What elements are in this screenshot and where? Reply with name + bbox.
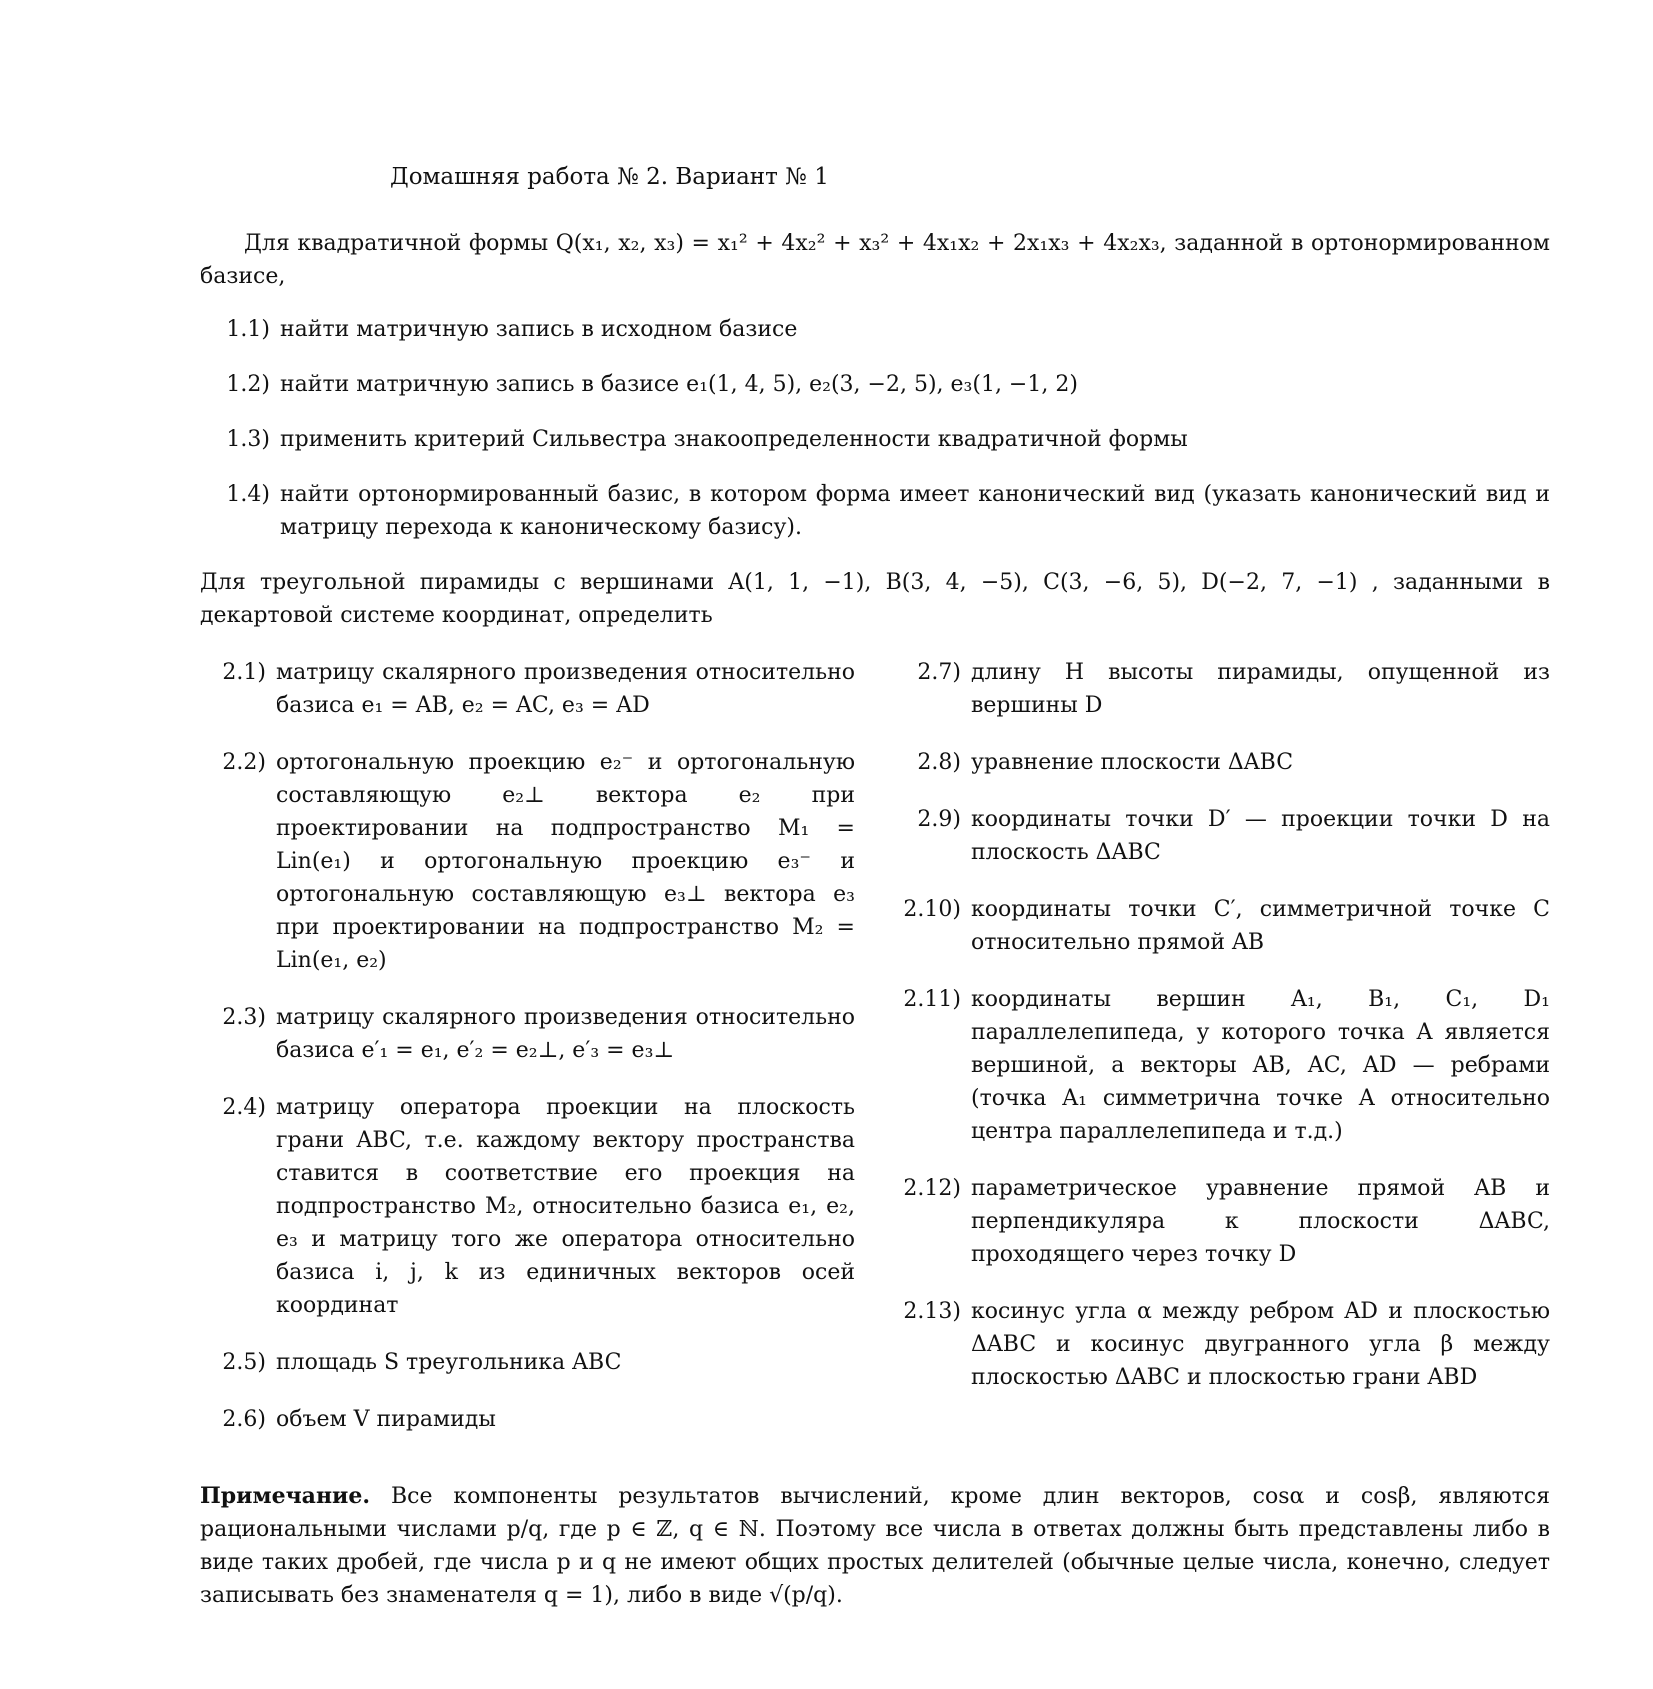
task-item: [895, 983, 1550, 1148]
task-number: 2.1): [222, 659, 266, 685]
document-page: [200, 160, 1550, 1612]
task-text: объем V пирамиды: [276, 1406, 496, 1432]
task-number: 2.7): [917, 659, 961, 685]
task-item: [895, 893, 1550, 959]
task-item: [895, 803, 1550, 869]
task-item: [895, 1295, 1550, 1394]
task-item: [895, 746, 1550, 779]
part1-intro: Для квадратичной формы Q(x₁, x₂, x₃) = x₁² + 4x₂² + x₃² + 4x₁x₂ + 2x₁x₃ + 4x₂x₃, заданной в ортонормированном базисе,: [200, 230, 1550, 289]
task-item: [200, 1001, 855, 1067]
task-text: ортогональную проекцию e₂⁻ и ортогональную составляющую e₂⊥ вектора e₂ при проектировании на подпространство M₁ = Lin(e₁) и ортогональную проекцию e₃⁻ и ортогональную составляющую e₃⊥ вектора e₃ при проектировании на подпространство M₂ = Lin(e₁, e₂): [276, 749, 855, 973]
task-item: [895, 656, 1550, 722]
task-number: 2.6): [222, 1406, 266, 1432]
right-column: [895, 656, 1550, 1460]
part1-list: [200, 313, 1550, 544]
task-item: [200, 313, 1550, 346]
task-item: [895, 1172, 1550, 1271]
task-text: параметрическое уравнение прямой AB и перпендикуляра к плоскости ΔABC, проходящего через точку D: [971, 1175, 1550, 1267]
left-column: [200, 656, 855, 1460]
note-text: Все компоненты результатов вычислений, кроме длин векторов, cosα и cosβ, являются рациональными числами p/q, где p ∈ ℤ, q ∈ ℕ. Поэтому все числа в ответах должны быть представлены либо в виде таких дробей, где числа p и q не имеют общих простых делителей (обычные целые числа, конечно, следует записывать без знаменателя q = 1), либо в виде √(p/q).: [200, 1483, 1550, 1608]
task-text: косинус угла α между ребром AD и плоскостью ΔABC и косинус двугранного угла β между плоскостью ΔABC и плоскостью грани ABD: [971, 1298, 1550, 1390]
task-item: [200, 656, 855, 722]
task-item: [200, 368, 1550, 401]
task-number: 2.4): [222, 1094, 266, 1120]
part2-intro: Для треугольной пирамиды с вершинами A(1, 1, −1), B(3, 4, −5), C(3, −6, 5), D(−2, 7, −1) , заданными в декартовой системе координат, определить: [200, 569, 1550, 628]
task-number: 2.11): [903, 986, 961, 1012]
task-number: 2.12): [903, 1175, 961, 1201]
task-item: [200, 1403, 855, 1436]
task-text: найти матричную запись в базисе e₁(1, 4, 5), e₂(3, −2, 5), e₃(1, −1, 2): [280, 371, 1078, 397]
task-text: площадь S треугольника ABC: [276, 1349, 622, 1375]
task-number: 1.4): [226, 481, 270, 507]
task-text: матрицу скалярного произведения относительно базиса e′₁ = e₁, e′₂ = e₂⊥, e′₃ = e₃⊥: [276, 1004, 855, 1063]
task-number: 2.3): [222, 1004, 266, 1030]
task-text: координаты вершин A₁, B₁, C₁, D₁ параллелепипеда, у которого точка A является вершиной, а векторы AB, AC, AD — ребрами (точка A₁ симметрична точке A относительно центра параллелепипеда и т.д.): [971, 986, 1550, 1144]
task-text: найти ортонормированный базис, в котором форма имеет канонический вид (указать канонический вид и матрицу перехода к каноническому базису).: [280, 481, 1550, 540]
task-number: 1.2): [226, 371, 270, 397]
task-number: 2.13): [903, 1298, 961, 1324]
task-item: [200, 1346, 855, 1379]
task-text: матрицу скалярного произведения относительно базиса e₁ = AB, e₂ = AC, e₃ = AD: [276, 659, 855, 718]
task-item: [200, 478, 1550, 544]
part2-columns: [200, 656, 1550, 1460]
task-number: 1.3): [226, 426, 270, 452]
task-text: найти матричную запись в исходном базисе: [280, 316, 798, 342]
task-text: применить критерий Сильвестра знакоопределенности квадратичной формы: [280, 426, 1188, 452]
task-text: координаты точки D′ — проекции точки D на плоскость ΔABC: [971, 806, 1550, 865]
task-item: [200, 1091, 855, 1322]
task-number: 2.10): [903, 896, 961, 922]
task-number: 2.5): [222, 1349, 266, 1375]
task-text: матрицу оператора проекции на плоскость грани ABC, т.е. каждому вектору пространства ставится в соответствие его проекция на подпространство M₂, относительно базиса e₁, e₂, e₃ и матрицу того же оператора относительно базиса i, j, k из единичных векторов осей координат: [276, 1094, 855, 1318]
note-label: Примечание.: [200, 1482, 371, 1509]
note-paragraph: [200, 1480, 1550, 1612]
task-text: уравнение плоскости ΔABC: [971, 749, 1294, 775]
task-item: [200, 423, 1550, 456]
task-number: 1.1): [226, 316, 270, 342]
task-number: 2.8): [917, 749, 961, 775]
task-item: [200, 746, 855, 977]
task-number: 2.9): [917, 806, 961, 832]
page-title: Домашняя работа № 2. Вариант № 1: [390, 164, 829, 190]
task-text: координаты точки C′, симметричной точке C относительно прямой AB: [971, 896, 1550, 955]
task-number: 2.2): [222, 749, 266, 775]
task-text: длину H высоты пирамиды, опущенной из вершины D: [971, 659, 1550, 718]
